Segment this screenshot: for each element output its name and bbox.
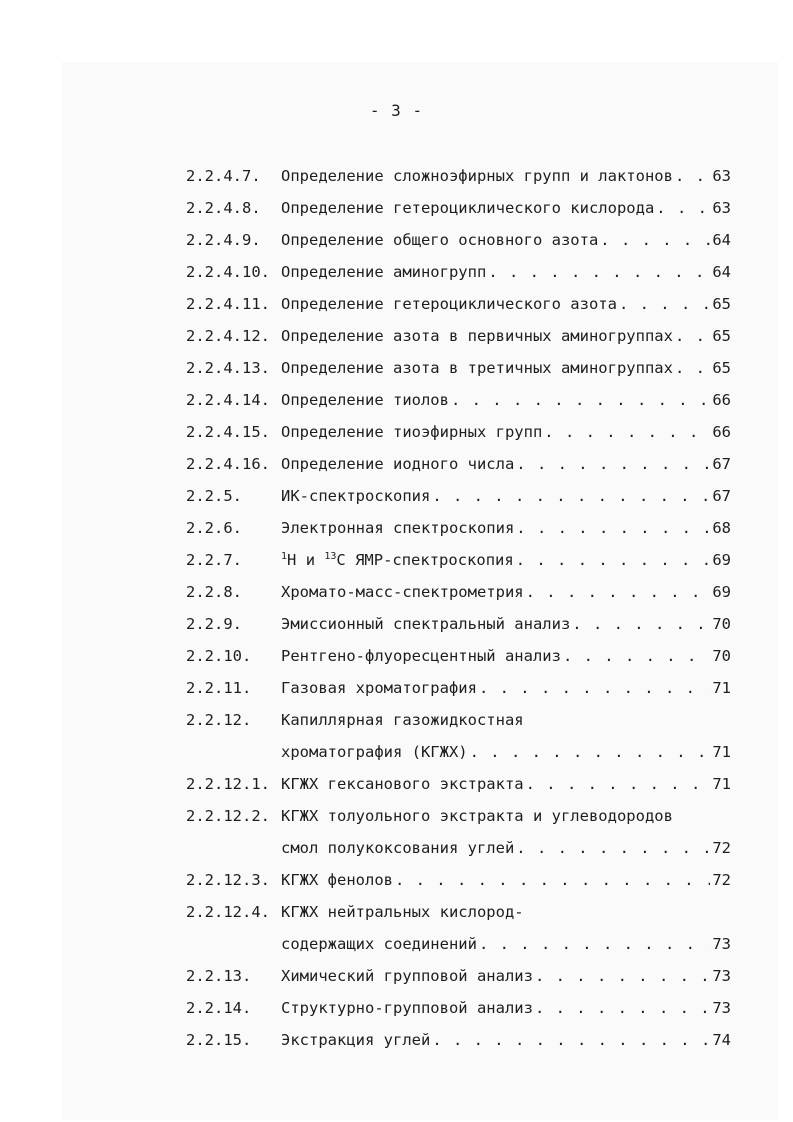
toc-row — [0, 544, 793, 576]
toc-page: 63 — [712, 199, 731, 217]
toc-section-number: 2.2.12. — [186, 711, 252, 729]
toc-title: КГЖХ толуольного экстракта и углеводородов — [281, 807, 673, 825]
toc-page: 65 — [712, 295, 731, 313]
toc-title: Электронная спектроскопия — [281, 519, 515, 537]
toc-page: 66 — [712, 391, 731, 409]
toc-row — [0, 800, 793, 832]
toc-section-number: 2.2.9. — [186, 615, 242, 633]
toc-page: 74 — [712, 1031, 731, 1049]
toc-title: Эмиссионный спектральный анализ — [281, 615, 571, 633]
toc-title-continuation: смол полукоксования углей — [281, 839, 515, 857]
toc-section-number: 2.2.4.12. — [186, 327, 270, 345]
toc-section-number: 2.2.4.9. — [186, 231, 261, 249]
toc-page: 67 — [712, 487, 731, 505]
toc-section-number: 2.2.6. — [186, 519, 242, 537]
toc-row — [0, 608, 793, 640]
toc-title: $^1$H и $^{13}$C ЯМР-спектроскопия — [281, 551, 514, 569]
toc-title: Определение аминогрупп — [281, 263, 487, 281]
toc-section-number: 2.2.4.8. — [186, 199, 261, 217]
toc-page: 70 — [712, 615, 731, 633]
toc-page: 73 — [712, 935, 731, 953]
toc-title: Капиллярная газожидкостная — [281, 711, 524, 729]
toc-page: 64 — [712, 263, 731, 281]
toc-page: 68 — [712, 519, 731, 537]
toc-section-number: 2.2.10. — [186, 647, 252, 665]
toc-page: 73 — [712, 999, 731, 1017]
toc-page: 67 — [712, 455, 731, 473]
toc-row — [0, 672, 793, 704]
toc-row — [0, 992, 793, 1024]
toc-title: Определение иодного числа — [281, 455, 515, 473]
toc-section-number: 2.2.12.2. — [186, 807, 270, 825]
toc-page: 69 — [712, 551, 731, 569]
page-number: - 3 - — [369, 101, 424, 120]
toc-row — [0, 192, 793, 224]
toc-title-continuation: содержащих соединений — [281, 935, 477, 953]
toc-title: Определение общего основного азота — [281, 231, 599, 249]
toc-section-number: 2.2.12.4. — [186, 903, 270, 921]
toc-section-number: 2.2.4.10. — [186, 263, 270, 281]
toc-section-number: 2.2.4.15. — [186, 423, 270, 441]
toc-page: 71 — [712, 679, 731, 697]
toc-section-number: 2.2.12.3. — [186, 871, 270, 889]
toc-title: Хромато-масс-спектрометрия — [281, 583, 524, 601]
toc-row — [0, 960, 793, 992]
toc-row — [0, 896, 793, 928]
toc-row — [0, 288, 793, 320]
toc-row — [0, 256, 793, 288]
toc-title-continuation: хроматография (КГЖХ) — [281, 743, 468, 761]
toc-row — [0, 576, 793, 608]
toc-row-continuation — [0, 928, 793, 960]
toc-section-number: 2.2.4.13. — [186, 359, 270, 377]
toc-title: Определение гетероциклического азота — [281, 295, 617, 313]
toc-section-number: 2.2.11. — [186, 679, 252, 697]
toc-row-continuation — [0, 736, 793, 768]
toc-row — [0, 352, 793, 384]
toc-row — [0, 416, 793, 448]
toc-section-number: 2.2.12.1. — [186, 775, 270, 793]
toc-row — [0, 480, 793, 512]
toc-title: Экстракция углей — [281, 1031, 431, 1049]
toc-page: 71 — [712, 743, 731, 761]
toc-title: ИК-спектроскопия — [281, 487, 431, 505]
toc-row-continuation — [0, 832, 793, 864]
toc-title: Определение гетероциклического кислорода — [281, 199, 655, 217]
toc-row — [0, 640, 793, 672]
toc-page: 71 — [712, 775, 731, 793]
toc-row — [0, 1024, 793, 1056]
toc-section-number: 2.2.4.7. — [186, 167, 261, 185]
toc-section-number: 2.2.4.14. — [186, 391, 270, 409]
toc-title: Определение азота в третичных аминогруппах — [281, 359, 673, 377]
toc-row — [0, 704, 793, 736]
toc-page: 73 — [712, 967, 731, 985]
toc-title: Определение сложноэфирных групп и лактонов — [281, 167, 673, 185]
toc-page: 72 — [712, 839, 731, 857]
toc-page: 63 — [712, 167, 731, 185]
toc-title: Рентгено-флуоресцентный анализ — [281, 647, 561, 665]
toc-title: Газовая хроматография — [281, 679, 477, 697]
toc-section-number: 2.2.8. — [186, 583, 242, 601]
toc-page: 66 — [712, 423, 731, 441]
toc-section-number: 2.2.4.11. — [186, 295, 270, 313]
toc-section-number: 2.2.14. — [186, 999, 252, 1017]
toc-page: 69 — [712, 583, 731, 601]
toc-page: 64 — [712, 231, 731, 249]
toc-row — [0, 512, 793, 544]
toc-title: Структурно-групповой анализ — [281, 999, 533, 1017]
toc-title: КГЖХ нейтральных кислород- — [281, 903, 524, 921]
toc-row — [0, 160, 793, 192]
toc-title: Определение азота в первичных аминогруппах — [281, 327, 673, 345]
toc-row — [0, 320, 793, 352]
toc-title: Определение тиоэфирных групп — [281, 423, 543, 441]
toc-section-number: 2.2.7. — [186, 551, 242, 569]
toc-row — [0, 448, 793, 480]
toc-section-number: 2.2.5. — [186, 487, 242, 505]
toc-section-number: 2.2.4.16. — [186, 455, 270, 473]
toc-row — [0, 768, 793, 800]
toc-title: КГЖХ гексанового экстракта — [281, 775, 524, 793]
toc-section-number: 2.2.15. — [186, 1031, 252, 1049]
toc-row — [0, 864, 793, 896]
toc-page: 72 — [712, 871, 731, 889]
toc-page: 70 — [712, 647, 731, 665]
toc-title: КГЖХ фенолов — [281, 871, 393, 889]
toc-title: Химический групповой анализ — [281, 967, 533, 985]
toc-page: 65 — [712, 359, 731, 377]
toc-section-number: 2.2.13. — [186, 967, 252, 985]
toc-row — [0, 224, 793, 256]
toc-page: 65 — [712, 327, 731, 345]
toc-title: Определение тиолов — [281, 391, 449, 409]
toc-row — [0, 384, 793, 416]
